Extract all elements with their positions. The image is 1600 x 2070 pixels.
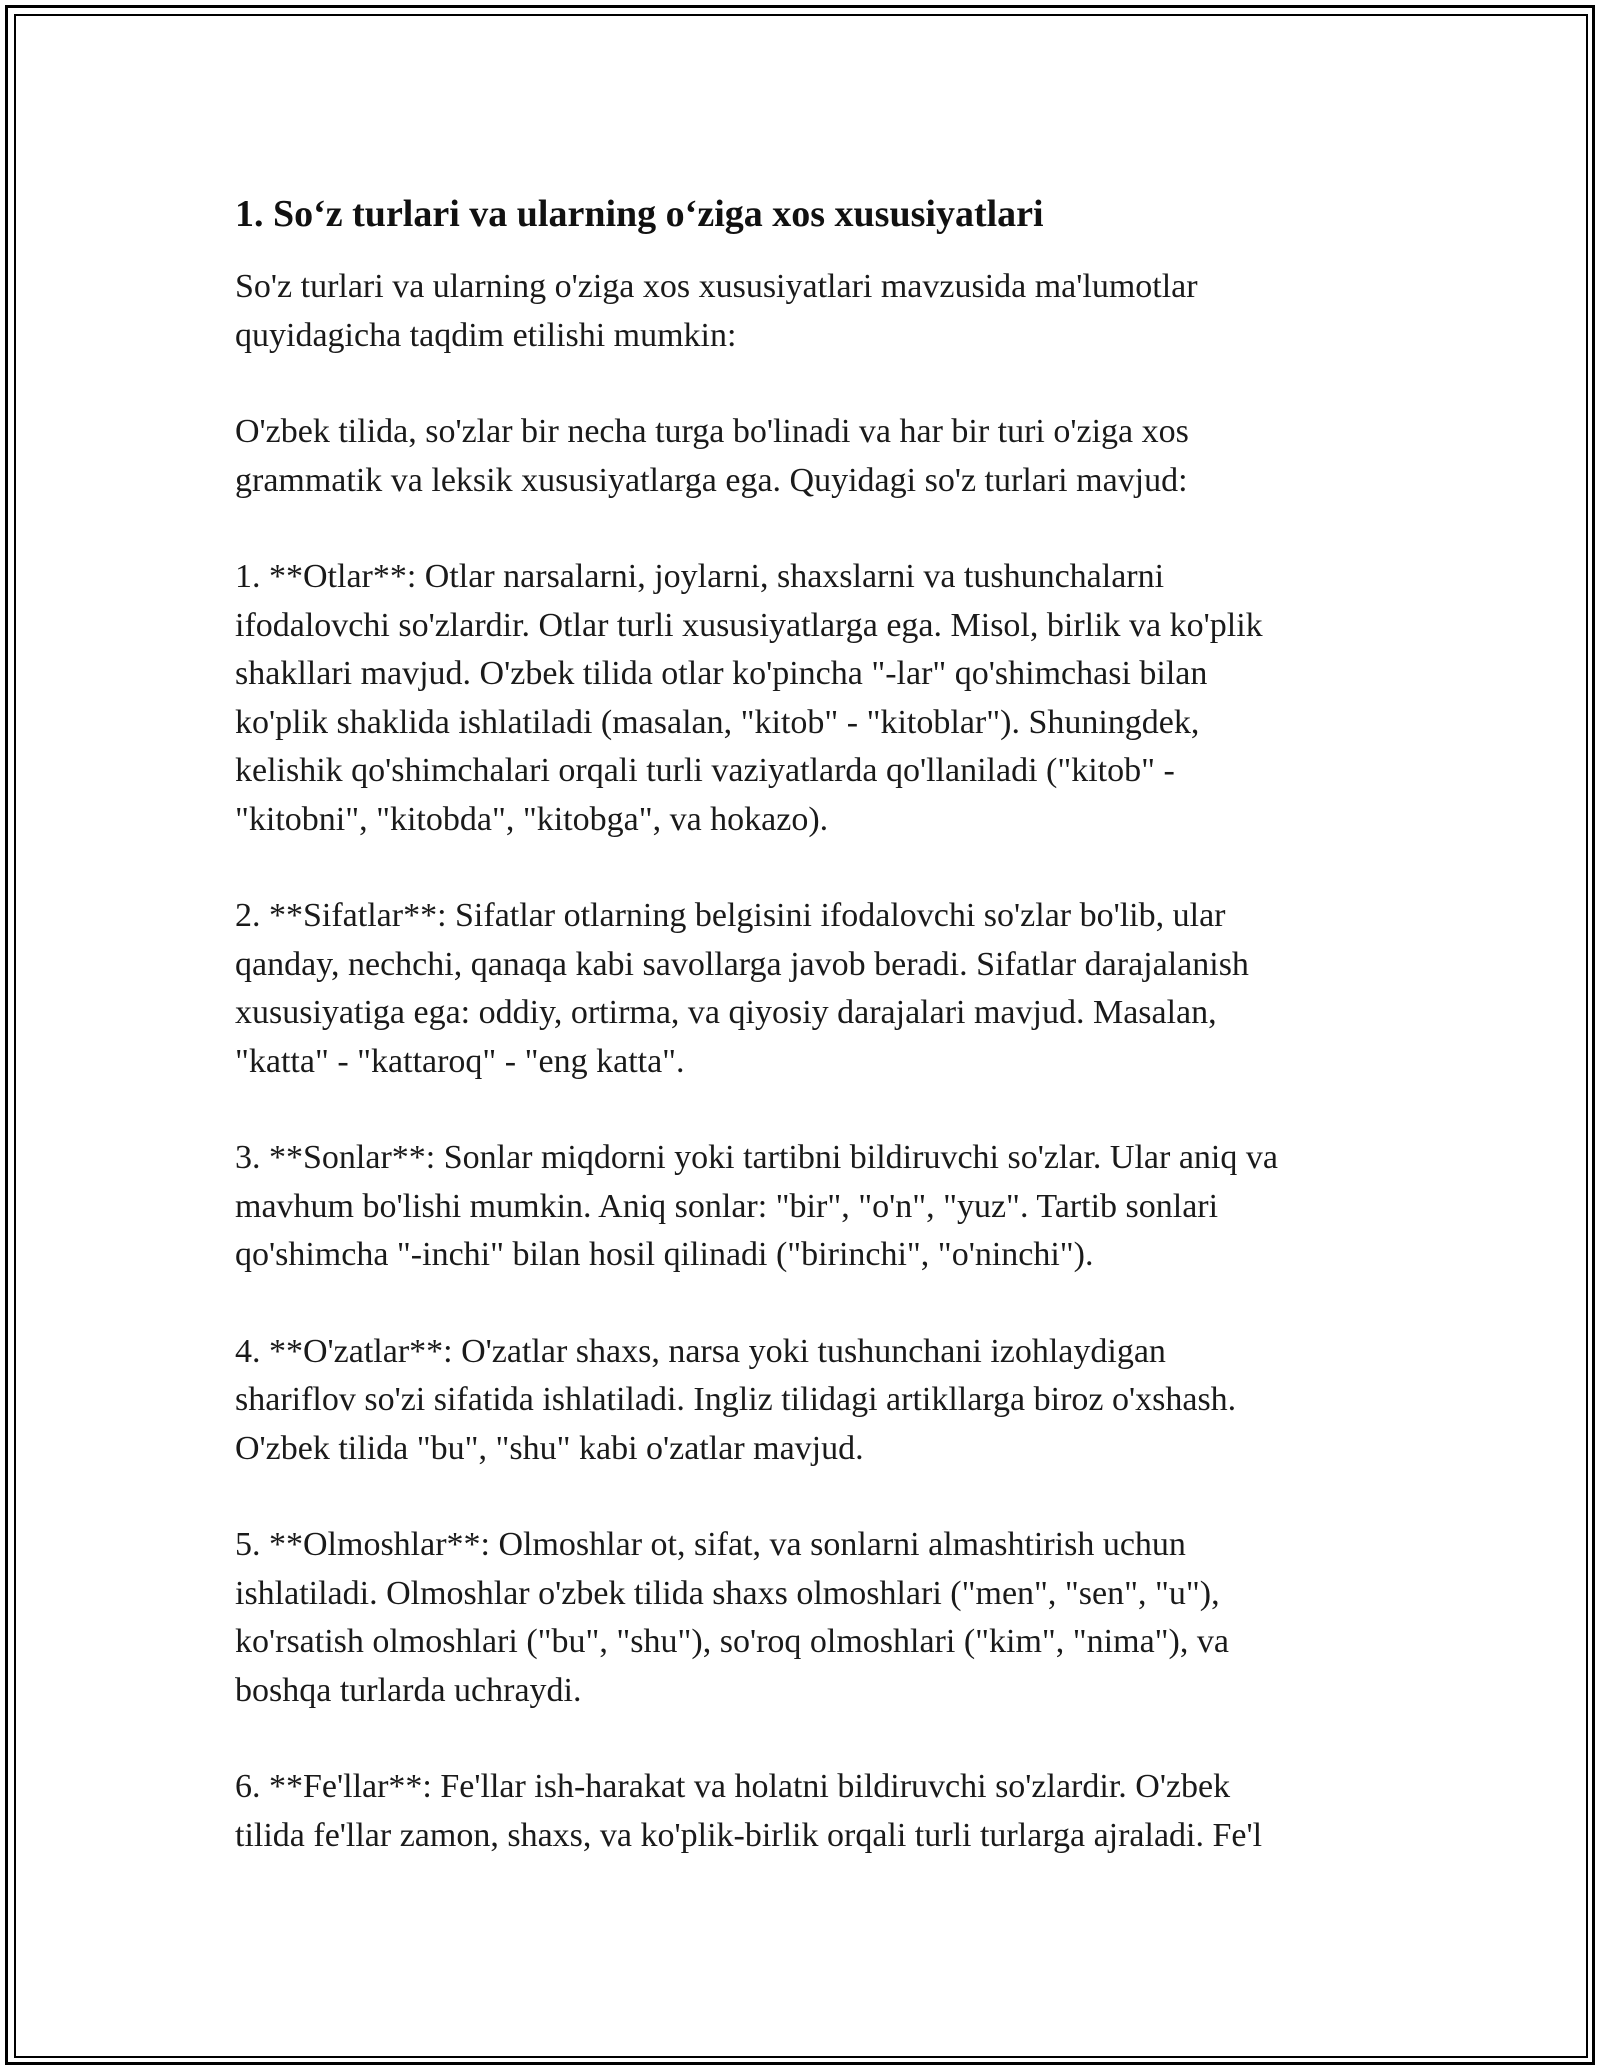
section-title: 1. So‘z turlari va ularning o‘ziga xos xususiyatlari (235, 193, 1044, 235)
text-line: O'zbek tilida "bu", "shu" kabi o'zatlar mavjud. (235, 1429, 864, 1467)
document-body (235, 185, 1385, 1860)
item-sonlar (235, 1134, 1385, 1280)
text-line: xususiyatiga ega: oddiy, ortirma, va qiyosiy darajalari mavjud. Masalan, (235, 994, 1217, 1031)
text-line: ko'rsatish olmoshlari ("bu", "shu"), so'roq olmoshlari ("kim", "nima"), va (235, 1623, 1229, 1660)
text-line: 6. **Fe'llar**: Fe'llar ish-harakat va holatni bildiruvchi so'zlardir. O'zbek (235, 1768, 1231, 1805)
text-line: grammatik va leksik xususiyatlarga ega. Quyidagi so'z turlari mavjud: (235, 461, 1188, 499)
text-line: mavhum bo'lishi mumkin. Aniq sonlar: "bir", "o'n", "yuz". Tartib sonlari (235, 1187, 1219, 1225)
text-line: 5. **Olmoshlar**: Olmoshlar ot, sifat, va sonlarni almashtirish uchun (235, 1526, 1186, 1563)
text-line: qanday, nechchi, qanaqa kabi savollarga javob beradi. Sifatlar darajalanish (235, 945, 1249, 983)
text-line: 2. **Sifatlar**: Sifatlar otlarning belgisini ifodalovchi so'zlar bo'lib, ular (235, 897, 1226, 934)
text-line: So'z turlari va ularning o'ziga xos xususiyatlari mavzusida ma'lumotlar (235, 268, 1198, 305)
item-fellar (235, 1763, 1385, 1860)
text-line: 1. **Otlar**: Otlar narsalarni, joylarni, shaxslarni va tushunchalarni (235, 558, 1165, 595)
text-line: quyidagicha taqdim etilishi mumkin: (235, 316, 737, 354)
text-line: ifodalovchi so'zlardir. Otlar turli xususiyatlarga ega. Misol, birlik va ko'plik (235, 606, 1263, 644)
text-line: "kitobni", "kitobda", "kitobga", va hokazo). (235, 800, 829, 838)
text-line: 4. **O'zatlar**: O'zatlar shaxs, narsa yoki tushunchani izohlaydigan (235, 1332, 1166, 1370)
item-sifatlar (235, 892, 1385, 1086)
item-ozatlar (235, 1328, 1385, 1474)
text-line: kelishik qo'shimchalari orqali turli vaziyatlarda qo'llaniladi ("kitob" - (235, 752, 1175, 789)
text-line: qo'shimcha "-inchi" bilan hosil qilinadi ("birinchi", "o'ninchi"). (235, 1236, 1094, 1273)
text-line: boshqa turlarda uchraydi. (235, 1671, 582, 1709)
item-olmoshlar (235, 1521, 1385, 1715)
text-line: ko'plik shaklida ishlatiladi (masalan, "kitob" - "kitoblar"). Shuningdek, (235, 703, 1200, 741)
text-line: ishlatiladi. Olmoshlar o'zbek tilida shaxs olmoshlari ("men", "sen", "u"), (235, 1574, 1220, 1612)
overview-paragraph (235, 408, 1385, 505)
text-line: "katta" - "kattaroq" - "eng katta". (235, 1042, 685, 1080)
item-otlar (235, 553, 1385, 844)
intro-paragraph (235, 263, 1385, 360)
text-line: O'zbek tilida, so'zlar bir necha turga bo'linadi va har bir turi o'ziga xos (235, 413, 1189, 450)
text-line: 3. **Sonlar**: Sonlar miqdorni yoki tartibni bildiruvchi so'zlar. Ular aniq va (235, 1139, 1278, 1176)
text-line: tilida fe'llar zamon, shaxs, va ko'plik-birlik orqali turli turlarga ajraladi. Fe'l (235, 1816, 1263, 1854)
text-line: shariflov so'zi sifatida ishlatiladi. Ingliz tilidagi artikllarga biroz o'xshash. (235, 1381, 1237, 1418)
text-line: shakllari mavjud. O'zbek tilida otlar ko'pincha "-lar" qo'shimchasi bilan (235, 655, 1208, 692)
